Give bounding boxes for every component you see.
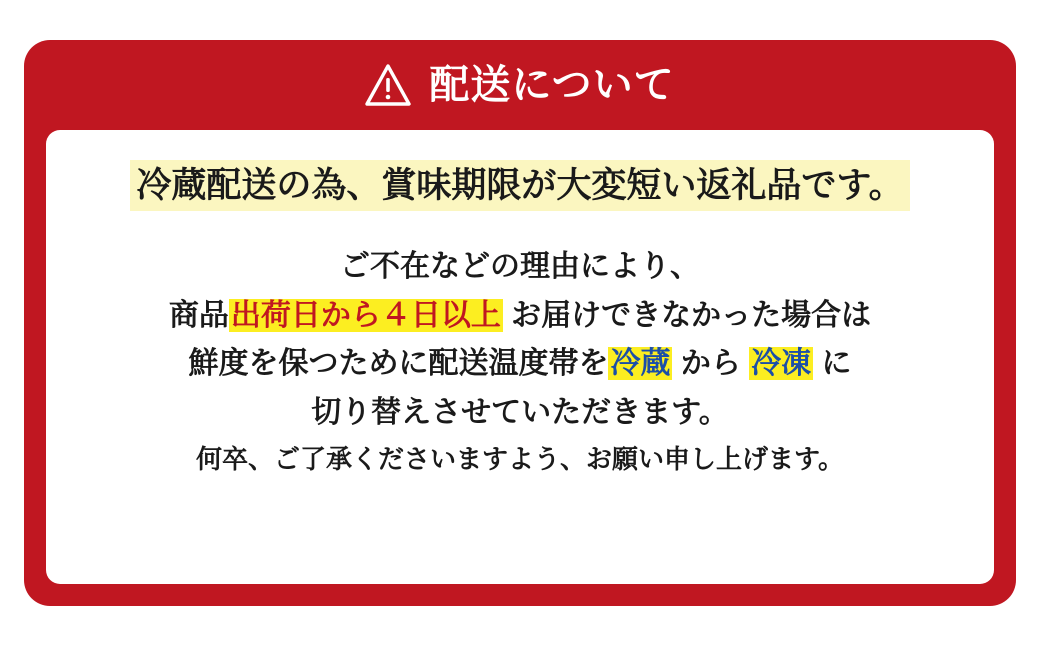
notice-line-3-segment-2: 冷蔵	[610, 347, 671, 381]
notice-line-1	[80, 243, 960, 292]
page-title: 配送について	[429, 63, 675, 107]
notice-line-2-segment-1: 商品	[168, 298, 229, 332]
notice-header	[24, 40, 1016, 130]
notice-line-5	[80, 438, 960, 480]
notice-line-3-segment-1: 鮮度を保つために配送温度帯を	[188, 347, 609, 381]
notice-line-4-segment-1: 切り替えさせていただきます。	[311, 396, 729, 430]
notice-line-3	[80, 340, 960, 389]
notice-line-2	[80, 292, 960, 341]
notice-line-2-segment-3: お届けできなかった場合は	[502, 298, 872, 332]
notice-line-5-segment-1: 何卒、ご了承くださいますよう、お願い申し上げます。	[196, 443, 844, 474]
lede-wrapper	[80, 160, 960, 229]
notice-line-4	[80, 389, 960, 438]
notice-line-2-segment-2: 出荷日から４日以上	[230, 298, 501, 332]
shipping-notice-card	[24, 40, 1016, 606]
notice-line-3-segment-3: から	[672, 347, 750, 381]
notice-line-3-segment-4: 冷凍	[751, 347, 812, 381]
notice-line-1-segment-1: ご不在などの理由により、	[340, 250, 700, 284]
notice-body	[46, 130, 994, 584]
notice-line-3-segment-5: に	[813, 347, 852, 381]
warning-triangle-icon	[365, 63, 411, 107]
lede-text: 冷蔵配送の為、賞味期限が大変短い返礼品です。	[130, 160, 909, 211]
